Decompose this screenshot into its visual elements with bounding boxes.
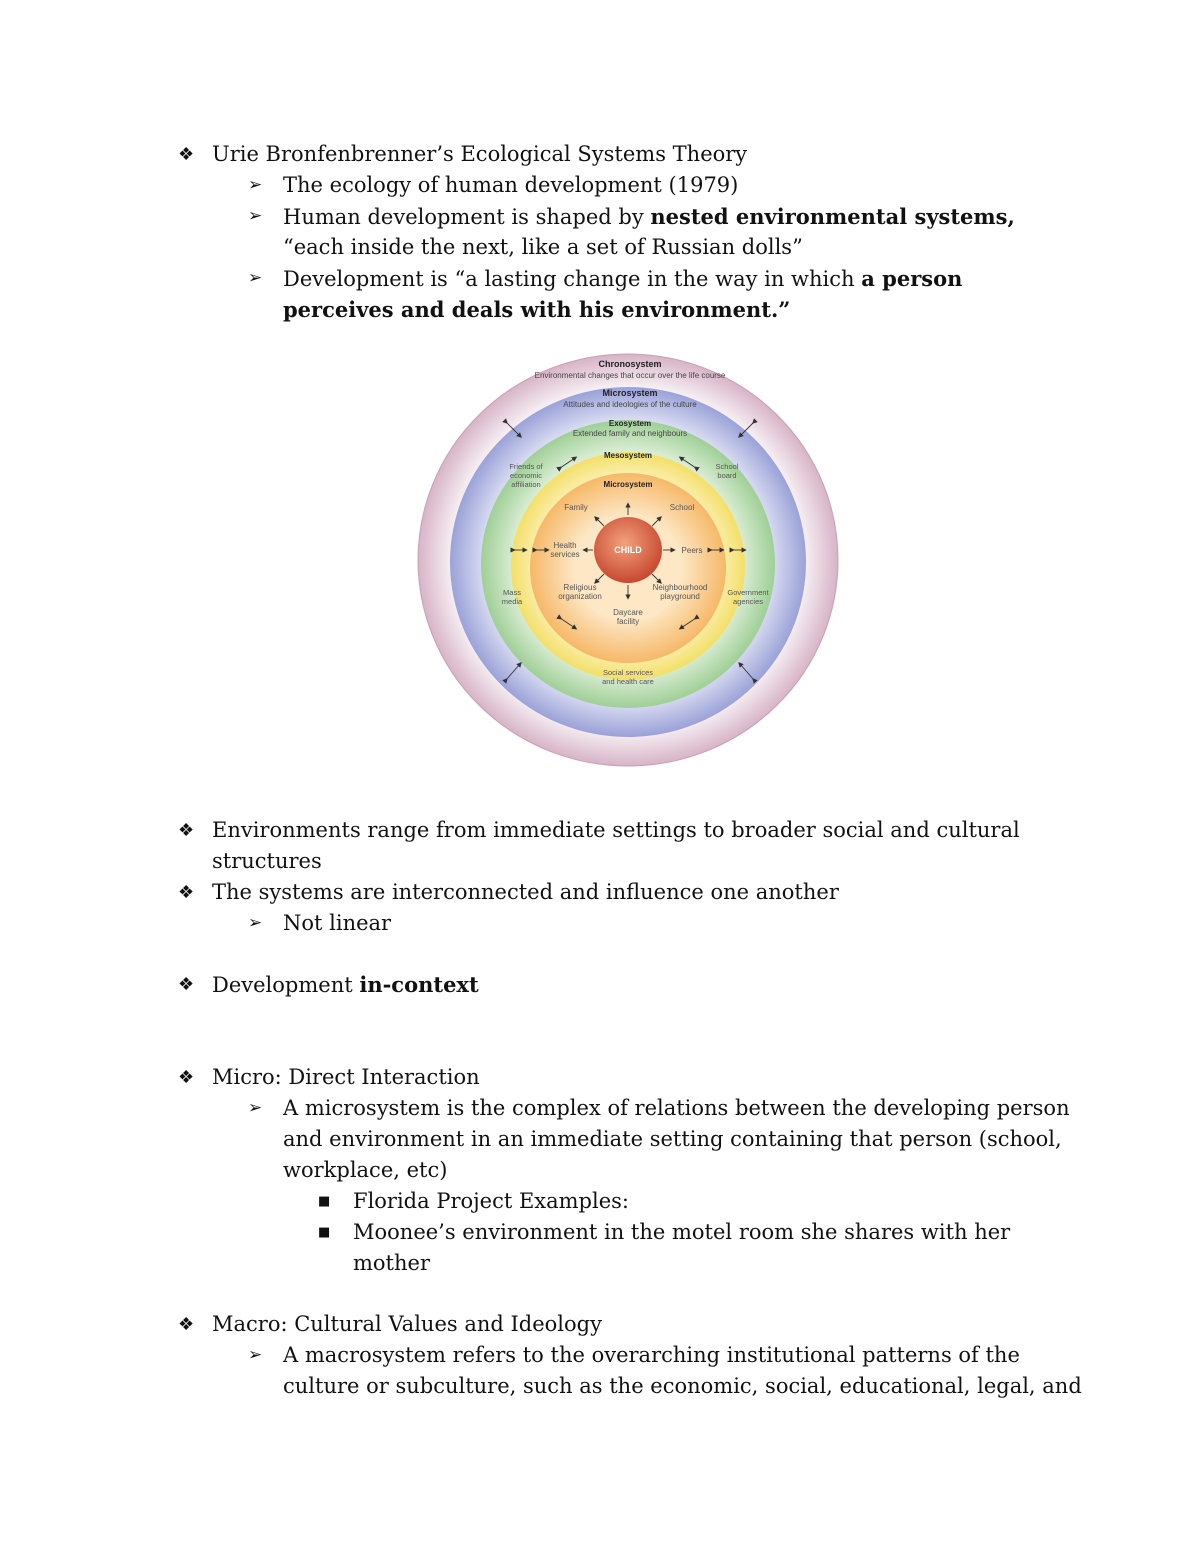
label-neighbourhood-2: playground: [660, 592, 700, 601]
text-microsystem-def-3: workplace, etc): [283, 1158, 448, 1182]
text-environments-range-cont: structures: [212, 849, 322, 873]
macrosystem-desc: Attitudes and ideologies of the culture: [563, 400, 697, 409]
label-social-2: and health care: [602, 677, 654, 686]
label-schoolboard-2: board: [717, 471, 737, 480]
bullet-diamond: ❖: [178, 1067, 195, 1088]
text-dev-pre: Development is “a lasting change in the way in which: [283, 267, 862, 291]
label-family: Family: [564, 503, 588, 512]
mesosystem-label: Mesosystem: [603, 451, 653, 460]
ecological-systems-diagram: [410, 350, 846, 770]
bullet-arrow: ➢: [248, 268, 263, 288]
text-nested-pre: Human development is shaped by: [283, 205, 651, 229]
bullet-diamond: ❖: [178, 974, 195, 995]
microsystem-label: Microsystem: [603, 480, 653, 489]
text-nested-systems: [283, 201, 1015, 233]
bullet-diamond: ❖: [178, 820, 195, 841]
text-dev-context-bold: in-context: [359, 972, 479, 997]
label-friends-1: Friends of: [509, 462, 543, 471]
text-nested-bold: nested environmental systems,: [650, 204, 1015, 229]
label-friends-3: affiliation: [511, 480, 541, 489]
bullet-diamond: ❖: [178, 882, 195, 903]
text-microsystem-def-1: A microsystem is the complex of relations between the developing person: [283, 1096, 1070, 1120]
label-health-1: Health: [553, 541, 577, 550]
label-government-2: agencies: [732, 597, 764, 606]
text-systems-interconnected: The systems are interconnected and influence one another: [212, 880, 839, 904]
bullet-arrow: ➢: [248, 175, 263, 195]
chronosystem-label: Chronosystem: [598, 359, 662, 369]
bullet-arrow: ➢: [248, 913, 263, 933]
text-not-linear: Not linear: [283, 911, 392, 935]
label-daycare-2: facility: [616, 617, 640, 626]
bullet-arrow: ➢: [248, 1345, 263, 1365]
text-macrosystem-def-2: culture or subculture, such as the economic, social, educational, legal, and: [283, 1374, 1082, 1398]
text-ecology-book: The ecology of human development (1979): [283, 173, 739, 197]
exosystem-label: Exosystem: [608, 419, 652, 428]
text-moonee-2: mother: [353, 1251, 430, 1275]
text-microsystem-def-2: and environment in an immediate setting containing that person (school,: [283, 1127, 1062, 1151]
text-florida-examples: Florida Project Examples:: [353, 1189, 629, 1213]
label-health-2: services: [550, 550, 580, 559]
text-development-def-cont: [283, 294, 790, 326]
text-development-in-context: [212, 969, 479, 1001]
text-moonee-1: Moonee’s environment in the motel room she shares with her: [353, 1220, 1011, 1244]
label-religious-1: Religious: [563, 583, 597, 592]
label-religious-2: organization: [558, 592, 602, 601]
label-friends-2: economic: [509, 471, 543, 480]
label-government-1: Government: [727, 588, 769, 597]
text-macrosystem-def-1: A macrosystem refers to the overarching institutional patterns of the: [283, 1343, 1020, 1367]
text-dev-cont: perceives and deals with his environment.”: [283, 297, 791, 322]
bullet-square: ■: [318, 1225, 331, 1240]
text-dev-context-pre: Development: [212, 973, 360, 997]
bullet-arrow: ➢: [248, 206, 263, 226]
text-development-def: [283, 263, 962, 295]
text-russian-dolls: “each inside the next, like a set of Russian dolls”: [283, 235, 803, 259]
text-dev-bold: a person: [861, 266, 963, 291]
bullet-square: ■: [318, 1194, 331, 1209]
label-massmedia-1: Mass: [503, 588, 521, 597]
child-label: CHILD: [614, 545, 642, 555]
heading-theory: Urie Bronfenbrenner’s Ecological Systems Theory: [212, 142, 748, 166]
text-environments-range: Environments range from immediate settings to broader social and cultural: [212, 818, 1020, 842]
label-social-1: Social services: [602, 668, 654, 677]
bullet-arrow: ➢: [248, 1098, 263, 1118]
macrosystem-label: Microsystem: [602, 388, 658, 398]
heading-micro: Micro: Direct Interaction: [212, 1065, 480, 1089]
label-schoolboard-1: School: [715, 462, 739, 471]
bullet-diamond: ❖: [178, 144, 195, 165]
exosystem-desc: Extended family and neighbours: [572, 429, 688, 438]
label-massmedia-2: media: [501, 597, 523, 606]
label-school: School: [669, 503, 695, 512]
bullet-diamond: ❖: [178, 1314, 195, 1335]
label-neighbourhood-1: Neighbourhood: [652, 583, 708, 592]
label-peers: Peers: [681, 546, 703, 555]
chronosystem-desc: Environmental changes that occur over the life course: [534, 371, 726, 380]
label-daycare-1: Daycare: [613, 608, 643, 617]
heading-macro: Macro: Cultural Values and Ideology: [212, 1312, 602, 1336]
